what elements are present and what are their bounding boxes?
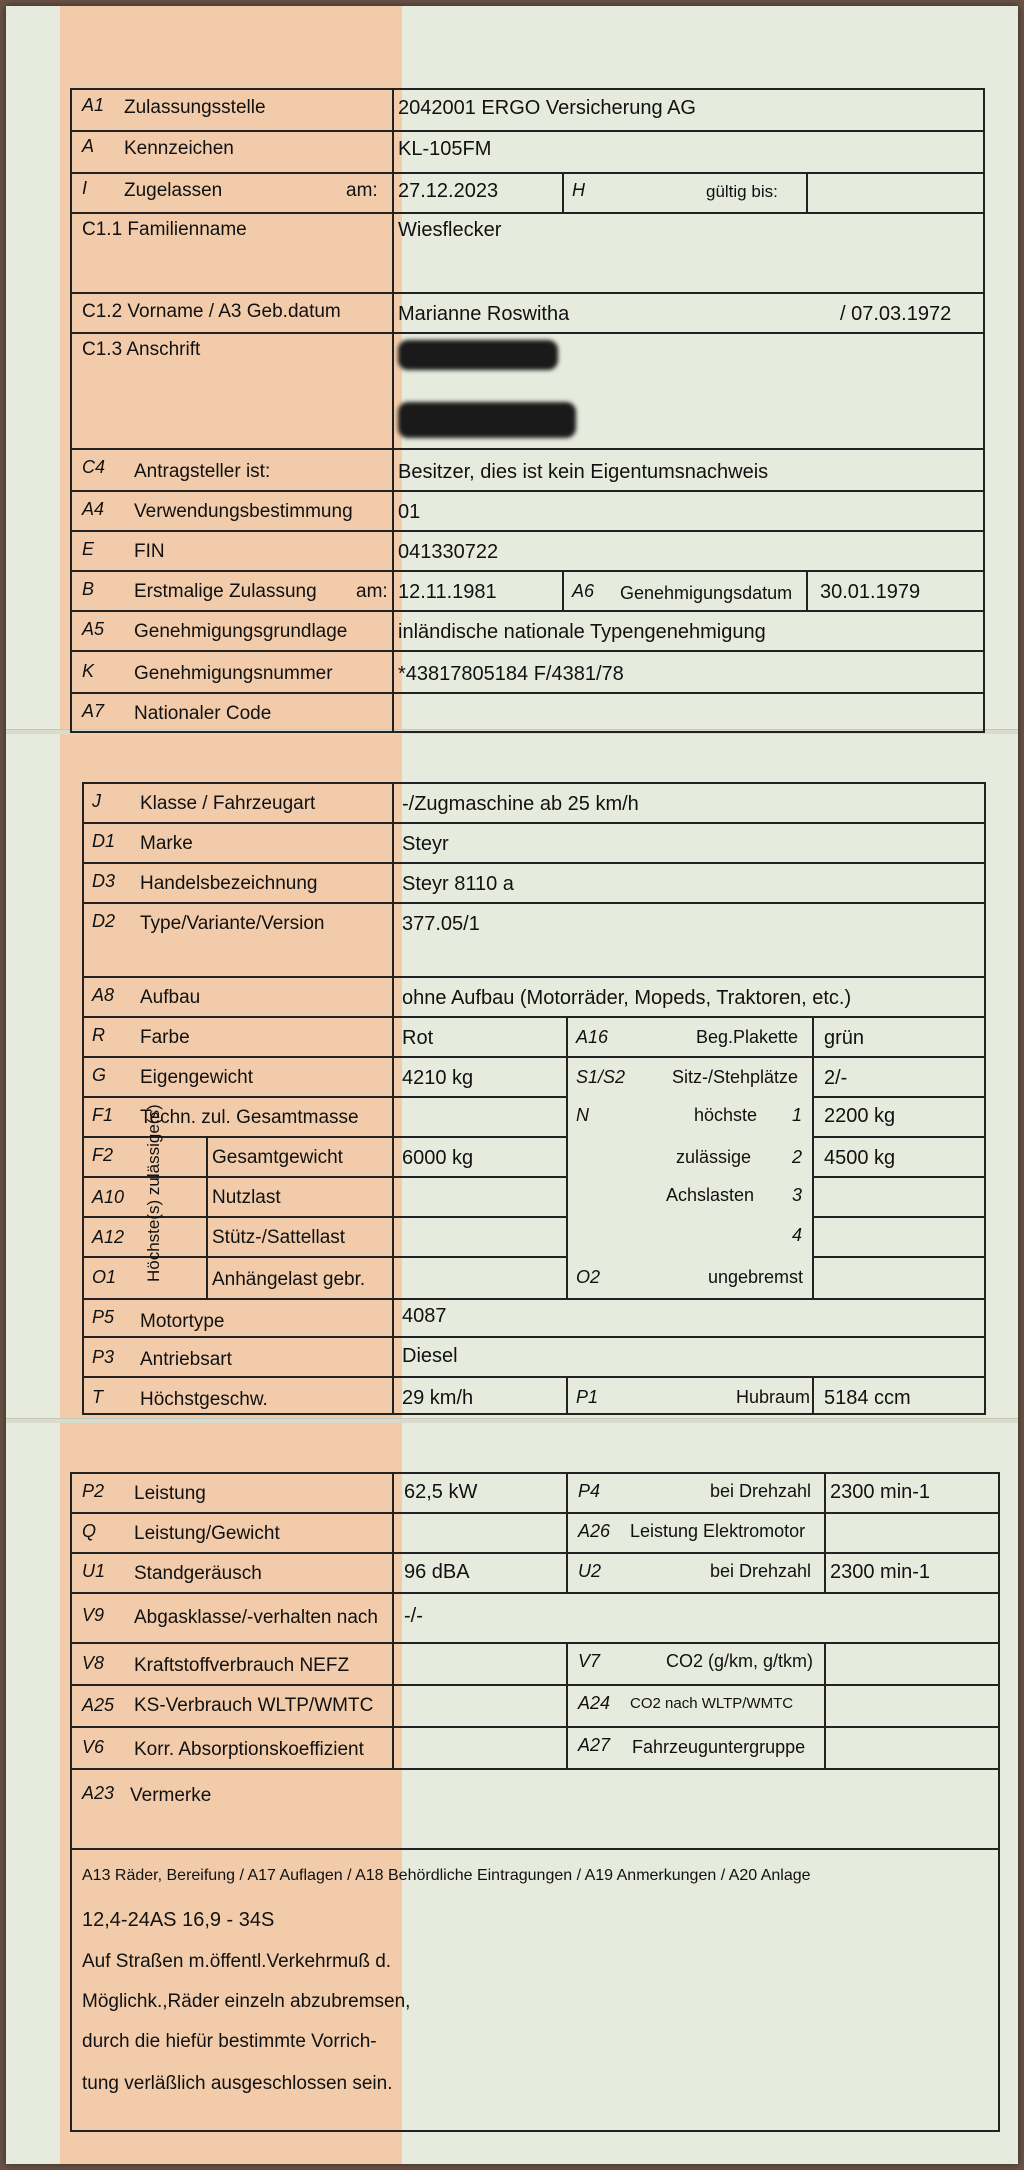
label-gesamtmasse: Techn. zul. Gesamtmasse [140,1107,359,1128]
code-a23: A23 [82,1783,115,1803]
label-co2: CO2 (g/km, g/tkm) [666,1651,814,1671]
value-beg-plakette: grün [824,1027,865,1049]
label-standgeraeusch: Standgeräusch [134,1563,262,1584]
value-standgeraeusch: 96 dBA [404,1561,470,1583]
remark-line-3: Möglichk.,Räder einzeln abzubremsen, [82,1991,411,2012]
label-achslasten: Achslasten [666,1185,755,1205]
code-a7: A7 [82,701,105,721]
label-antragsteller: Antragsteller ist: [134,461,271,482]
code-g: G [92,1065,107,1085]
label-gesamtgewicht: Gesamtgewicht [212,1147,343,1168]
code-d3: D3 [92,871,116,891]
value-genehmigungsnummer: *43817805184 F/4381/78 [398,663,624,685]
code-p2: P2 [82,1481,105,1501]
label-leistung-elektromotor: Leistung Elektromotor [630,1521,806,1541]
value-hoechstgeschw: 29 km/h [402,1387,474,1409]
value-aufbau: ohne Aufbau (Motorräder, Mopeds, Traktoren, etc.) [402,987,852,1009]
code-p1: P1 [576,1387,599,1407]
label-anschrift: C1.3 Anschrift [82,339,201,360]
label-hoechste: höchste [694,1105,758,1125]
label-ungebremst: ungebremst [708,1267,804,1287]
code-a27: A27 [578,1735,611,1755]
code-s1s2: S1/S2 [576,1067,626,1087]
code-p3: P3 [92,1347,115,1367]
label-raeder-bereifung: A13 Räder, Bereifung / A17 Auflagen / A18 Behördliche Eintragungen / A19 Anmerkungen / A20 Anlage [82,1867,811,1884]
label-fahrzeuguntergruppe: Fahrzeuguntergruppe [632,1737,806,1757]
value-kennzeichen: KL-105FM [398,138,492,160]
axle-number: 2 [792,1147,803,1167]
code-v8: V8 [82,1653,105,1673]
label-genehmigungsnummer: Genehmigungsnummer [134,663,333,684]
value-eigengewicht: 4210 kg [402,1067,474,1089]
label-hoechstgeschw: Höchstgeschw. [140,1389,268,1410]
code-f1: F1 [92,1105,114,1125]
label-fin: FIN [134,541,165,562]
code-u1: U1 [82,1561,106,1581]
code-c4: C4 [82,457,106,477]
code-a5: A5 [82,619,105,639]
fold-line [6,1418,1018,1423]
label-leistung: Leistung [134,1483,206,1504]
code-e: E [82,539,95,559]
label-gueltig-bis: gültig bis: [706,182,778,201]
label-handelsbezeichnung: Handelsbezeichnung [140,873,318,894]
value-motortype: 4087 [402,1305,447,1327]
value-zulassungsstelle: 2042001 ERGO Versicherung AG [398,97,696,119]
value-drehzahl-u2: 2300 min-1 [830,1561,931,1583]
registration-document [6,6,1018,2164]
label-zulassungsstelle: Zulassungsstelle [124,97,266,118]
value-genehmigungsdatum: 30.01.1979 [820,581,921,603]
code-v9: V9 [82,1605,105,1625]
code-h: H [572,180,585,200]
label-nationaler-code: Nationaler Code [134,703,272,724]
label-vorname-gebdatum: C1.2 Vorname / A3 Geb.datum [82,301,341,322]
code-a16: A16 [576,1027,609,1047]
code-v7: V7 [578,1651,601,1671]
label-klasse: Klasse / Fahrzeugart [140,793,316,814]
redaction-city [398,402,576,438]
value-erstmalige-zulassung: 12.11.1981 [398,581,497,603]
code-d1: D1 [92,831,116,851]
label-farbe: Farbe [140,1027,190,1048]
value-genehmigungsgrundlage: inländische nationale Typengenehmigung [398,621,766,643]
code-i: I [82,178,88,198]
label-genehmigungsgrundlage: Genehmigungsgrundlage [134,621,348,642]
label-zugelassen: Zugelassen [124,180,223,201]
code-t: T [92,1387,103,1407]
code-n: N [576,1105,589,1125]
code-a1: A1 [82,95,105,115]
value-drehzahl-p4: 2300 min-1 [830,1481,931,1503]
code-a4: A4 [82,499,105,519]
code-r: R [92,1025,105,1045]
code-p5: P5 [92,1307,115,1327]
label-hubraum: Hubraum [736,1387,811,1407]
label-co2-wltp: CO2 nach WLTP/WMTC [630,1695,794,1712]
value-zugelassen: 27.12.2023 [398,180,499,202]
value-fin: 041330722 [398,541,499,563]
code-d2: D2 [92,911,116,931]
code-a25: A25 [82,1695,115,1715]
code-a10: A10 [92,1187,125,1207]
label-absorptionskoeffizient: Korr. Absorptionskoeffizient [134,1739,364,1760]
code-a12: A12 [92,1227,125,1247]
label-motortype: Motortype [140,1311,225,1332]
axle-number: 1 [792,1105,803,1125]
label-nutzlast: Nutzlast [212,1187,281,1208]
label-aufbau: Aufbau [140,987,201,1008]
code-a24: A24 [578,1693,611,1713]
label-leistung-gewicht: Leistung/Gewicht [134,1523,280,1544]
label-ks-verbrauch: KS-Verbrauch WLTP/WMTC [134,1695,374,1716]
axle-number: 4 [792,1225,803,1245]
label-am: am: [346,180,378,201]
value-type-variante: 377.05/1 [402,913,480,935]
value-vorname: Marianne Roswitha [398,303,570,325]
remark-line-1: 12,4-24AS 16,9 - 34S [82,1909,275,1931]
code-a: A [82,136,95,156]
code-f2: F2 [92,1145,114,1165]
value-sitzplaetze: 2/- [824,1067,848,1089]
value-hubraum: 5184 ccm [824,1387,911,1409]
code-v6: V6 [82,1737,105,1757]
value-klasse: -/Zugmaschine ab 25 km/h [402,793,639,815]
code-a8: A8 [92,985,115,1005]
label-zulaessige: zulässige [676,1147,752,1167]
value-familienname: Wiesflecker [398,219,502,241]
label-type-variante: Type/Variante/Version [140,913,325,934]
label-stuetzlast: Stütz-/Sattellast [212,1227,346,1248]
label-sitzplaetze: Sitz-/Stehplätze [672,1067,799,1087]
label-am: am: [356,581,388,602]
label-genehmigungsdatum: Genehmigungsdatum [620,583,793,603]
label-familienname: C1.1 Familienname [82,219,247,240]
label-vermerke: Vermerke [130,1785,212,1806]
code-j: J [92,791,101,811]
label-bei-drehzahl: bei Drehzahl [710,1561,812,1581]
code-u2: U2 [578,1561,602,1581]
label-beg-plakette: Beg.Plakette [696,1027,799,1047]
axle-number: 3 [792,1185,803,1205]
label-antriebsart: Antriebsart [140,1349,232,1370]
value-gesamtgewicht: 6000 kg [402,1147,474,1169]
code-q: Q [82,1521,97,1541]
value-farbe: Rot [402,1027,434,1049]
code-a26: A26 [578,1521,611,1541]
code-a6: A6 [572,581,595,601]
code-b: B [82,579,95,599]
code-o1: O1 [92,1267,117,1287]
remark-line-4: durch die hiefür bestimmte Vorrich- [82,2031,377,2052]
value-achslast-1: 2200 kg [824,1105,896,1127]
label-eigengewicht: Eigengewicht [140,1067,254,1088]
value-handelsbezeichnung: Steyr 8110 a [402,873,514,895]
value-antragsteller: Besitzer, dies ist kein Eigentumsnachweis [398,461,769,483]
code-p4: P4 [578,1481,601,1501]
remark-line-2: Auf Straßen m.öffentl.Verkehrmuß d. [82,1951,392,1972]
value-verwendung: 01 [398,501,421,523]
value-marke: Steyr [402,833,449,855]
label-verwendung: Verwendungsbestimmung [134,501,353,522]
label-bei-drehzahl: bei Drehzahl [710,1481,812,1501]
label-kraftstoffverbrauch: Kraftstoffverbrauch NEFZ [134,1655,350,1676]
value-antriebsart: Diesel [402,1345,458,1367]
value-achslast-2: 4500 kg [824,1147,896,1169]
label-marke: Marke [140,833,193,854]
redaction-street [398,340,558,370]
label-hoechste-zulaessige: Höchste(s) zulässige(s) [144,1104,163,1282]
code-k: K [82,661,95,681]
code-o2: O2 [576,1267,601,1287]
label-kennzeichen: Kennzeichen [124,138,234,159]
value-leistung: 62,5 kW [404,1481,478,1503]
remark-line-5: tung verläßlich ausgeschlossen sein. [82,2073,393,2094]
value-gebdatum: / 07.03.1972 [840,303,952,325]
label-erstmalige-zulassung: Erstmalige Zulassung [134,581,317,602]
label-abgasklasse: Abgasklasse/-verhalten nach [134,1607,378,1628]
value-abgasklasse: -/- [404,1605,423,1627]
label-anhaengelast: Anhängelast gebr. [212,1269,366,1290]
